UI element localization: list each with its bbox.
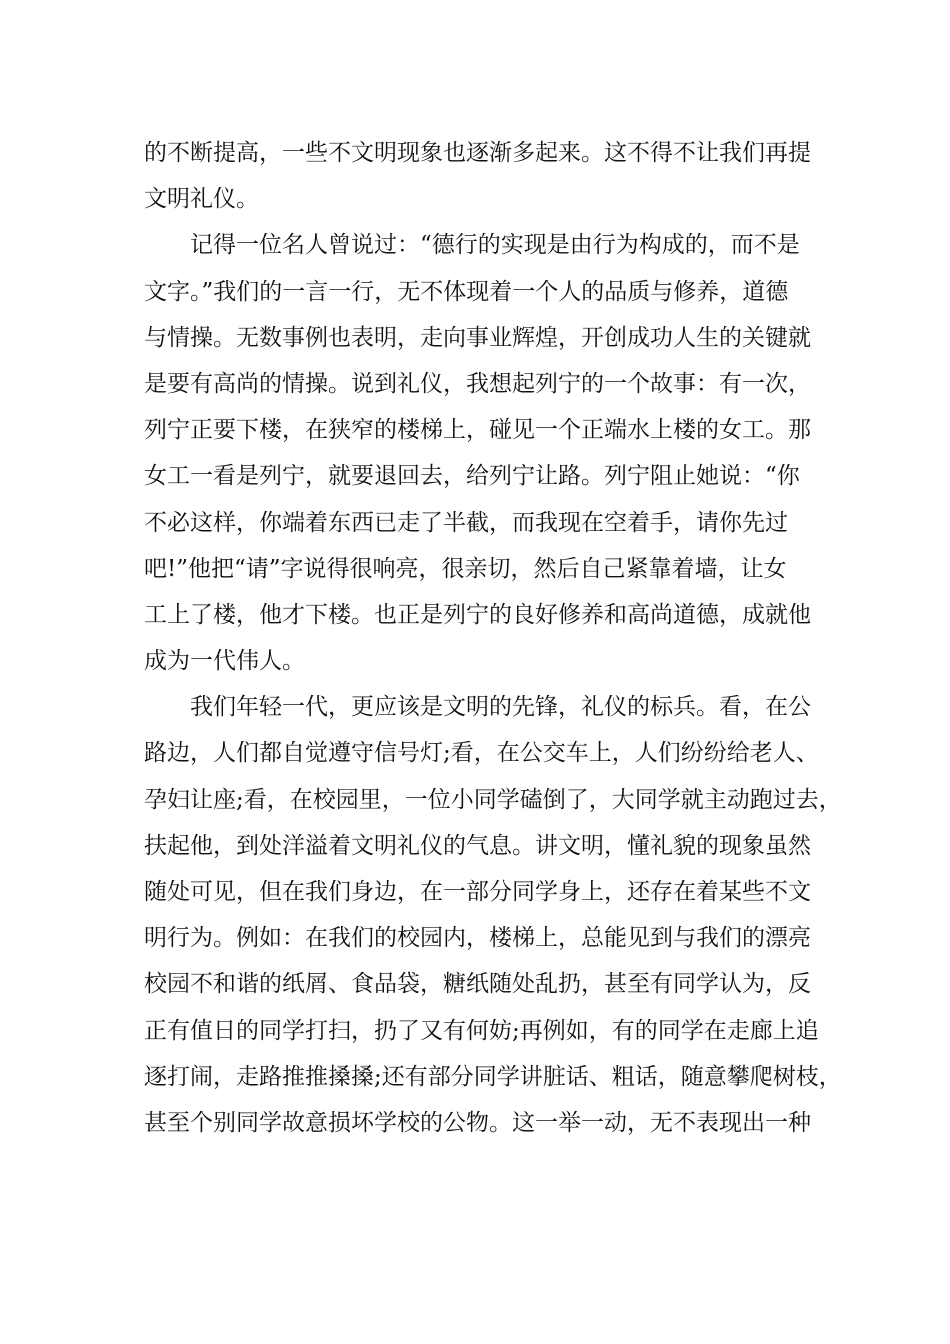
text-line: 女工一看是列宁，就要退回去，给列宁让路。列宁阻止她说：“你 — [144, 463, 800, 490]
text-line: 成为一代伟人。 — [144, 648, 305, 675]
text-line: 记得一位名人曾说过：“德行的实现是由行为构成的，而不是 — [190, 232, 800, 259]
text-line: 是要有高尚的情操。说到礼仪，我想起列宁的一个故事：有一次， — [144, 370, 811, 397]
text-line: 的不断提高，一些不文明现象也逐渐多起来。这不得不让我们再提 — [144, 140, 811, 166]
text-line: 逐打闹，走路推推搡搡;还有部分同学讲脏话、粗话，随意攀爬树枝， — [144, 1063, 842, 1090]
text-line: 正有值日的同学打扫，扔了又有何妨;再例如，有的同学在走廊上追 — [144, 1017, 819, 1044]
text-line: 文字。”我们的一言一行，无不体现着一个人的品质与修养，道德 — [144, 278, 789, 305]
text-line: 孕妇让座;看，在校园里，一位小同学磕倒了，大同学就主动跑过去， — [144, 786, 842, 813]
text-line: 随处可见，但在我们身边，在一部分同学身上，还存在着某些不文 — [144, 879, 811, 905]
text-line: 工上了楼，他才下楼。也正是列宁的良好修养和高尚道德，成就他 — [144, 601, 811, 628]
text-line: 不必这样，你端着东西已走了半截，而我现在空着手，请你先过 — [144, 509, 788, 536]
text-line: 明行为。例如：在我们的校园内，楼梯上，总能见到与我们的漂亮 — [144, 925, 811, 952]
text-line: 我们年轻一代，更应该是文明的先锋，礼仪的标兵。看，在公 — [190, 694, 811, 721]
text-line: 扶起他，到处洋溢着文明礼仪的气息。讲文明，懂礼貌的现象虽然 — [144, 832, 811, 859]
text-line: 校园不和谐的纸屑、食品袋，糖纸随处乱扔，甚至有同学认为，反 — [144, 971, 811, 998]
text-line: 甚至个别同学故意损坏学校的公物。这一举一动，无不表现出一种 — [144, 1109, 811, 1136]
text-line: 列宁正要下楼，在狭窄的楼梯上，碰见一个正端水上楼的女工。那 — [144, 417, 811, 444]
body-text — [144, 130, 842, 1146]
text-line: 与情操。无数事例也表明，走向事业辉煌，开创成功人生的关键就 — [144, 324, 811, 351]
text-line: 文明礼仪。 — [144, 186, 259, 213]
text-line: 路边，人们都自觉遵守信号灯;看，在公交车上，人们纷纷给老人、 — [144, 740, 819, 767]
text-line: 吧!”他把“请”字说得很响亮，很亲切，然后自己紧靠着墙，让女 — [144, 555, 787, 582]
